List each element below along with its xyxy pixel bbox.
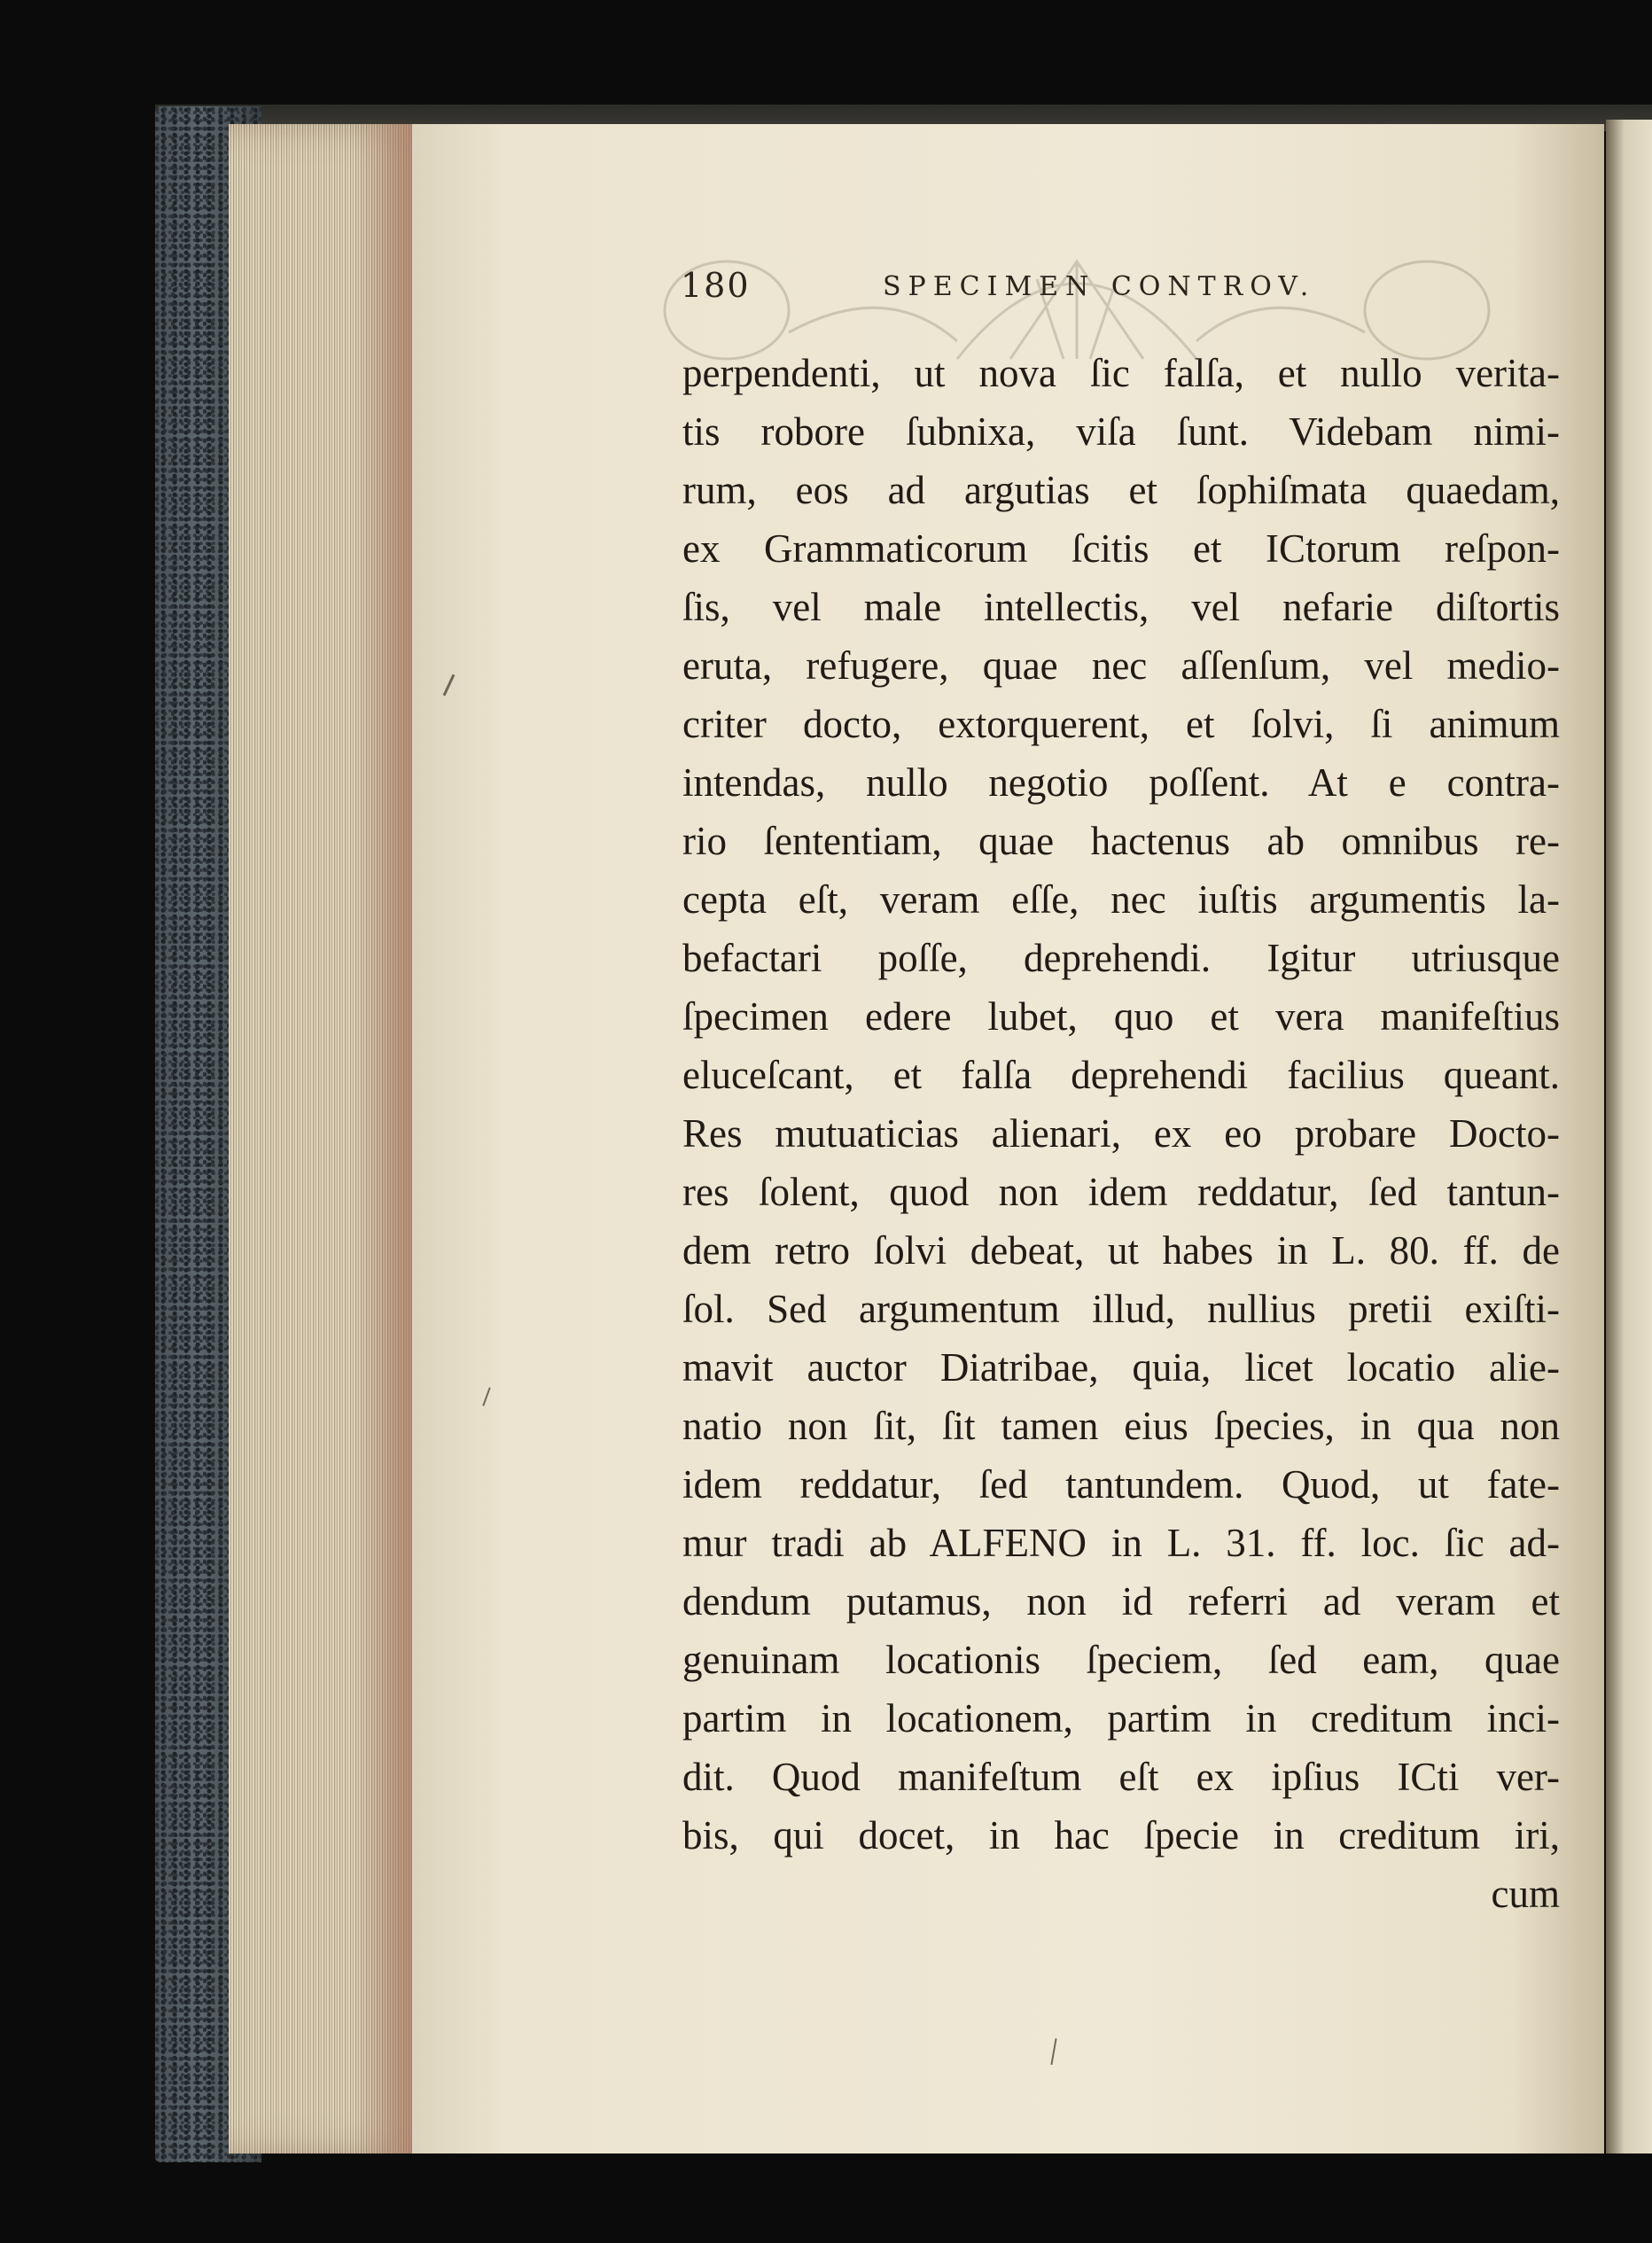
text-line: criter docto, extorquerent, et ſolvi, ſi animum [682,702,1560,746]
catchword: cum [1491,1872,1560,1916]
facing-page-edge [1606,120,1652,2153]
text-line: eluceſcant, et falſa deprehendi facilius queant. [682,1053,1560,1097]
body-text [682,344,1560,1923]
text-line: cepta eſt, veram eſſe, nec iuſtis argumentis la- [682,877,1560,922]
running-head [681,266,1549,310]
text-line: ſpecimen edere lubet, quo et vera manifeſtius [682,994,1560,1039]
text-line: natio non ſit, ſit tamen eius ſpecies, in qua non [682,1404,1560,1448]
text-line: mavit auctor Diatribae, quia, licet locatio alie- [682,1345,1560,1390]
text-line: mur tradi ab ALFENO in L. 31. ff. loc. ſic ad- [682,1521,1560,1565]
text-line: ex Grammaticorum ſcitis et ICtorum reſpon- [682,526,1560,571]
text-line: res ſolent, quod non idem reddatur, ſed tantun- [682,1170,1560,1214]
text-line: ſol. Sed argumentum illud, nullius pretii exiſti- [682,1287,1560,1331]
page-edges [229,124,415,2153]
text-line: bis, qui docet, in hac ſpecie in creditum iri, [682,1813,1560,1857]
text-line: partim in locationem, partim in creditum inci- [682,1696,1560,1741]
text-line: genuinam locationis ſpeciem, ſed eam, quae [682,1638,1560,1682]
text-line: dem retro ſolvi debeat, ut habes in L. 80. ff. de [682,1228,1560,1273]
text-line: idem reddatur, ſed tantundem. Quod, ut fate- [682,1462,1560,1507]
text-line: perpendenti, ut nova ſic falſa, et nullo verita- [682,351,1560,395]
text-line: intendas, nullo negotio poſſent. At e contra- [682,760,1560,805]
text-line: ſis, vel male intellectis, vel nefarie diſtortis [682,585,1560,629]
text-line: tis robore ſubnixa, viſa ſunt. Videbam nimi- [682,409,1560,454]
running-head-title: SPECIMEN CONTROV. [883,271,1316,302]
text-line: rum, eos ad argutias et ſophiſmata quaedam, [682,468,1560,512]
text-line: rio ſententiam, quae hactenus ab omnibus re- [682,819,1560,863]
text-line: Res mutuaticias alienari, ex eo probare Docto- [682,1111,1560,1156]
text-line: befactari poſſe, deprehendi. Igitur utriusque [682,936,1560,980]
text-line: eruta, refugere, quae nec aſſenſum, vel medio- [682,643,1560,688]
text-line: dit. Quod manifeſtum eſt ex ipſius ICti ver- [682,1755,1560,1799]
page-number: 180 [681,266,751,305]
text-line: dendum putamus, non id referri ad veram et [682,1579,1560,1624]
